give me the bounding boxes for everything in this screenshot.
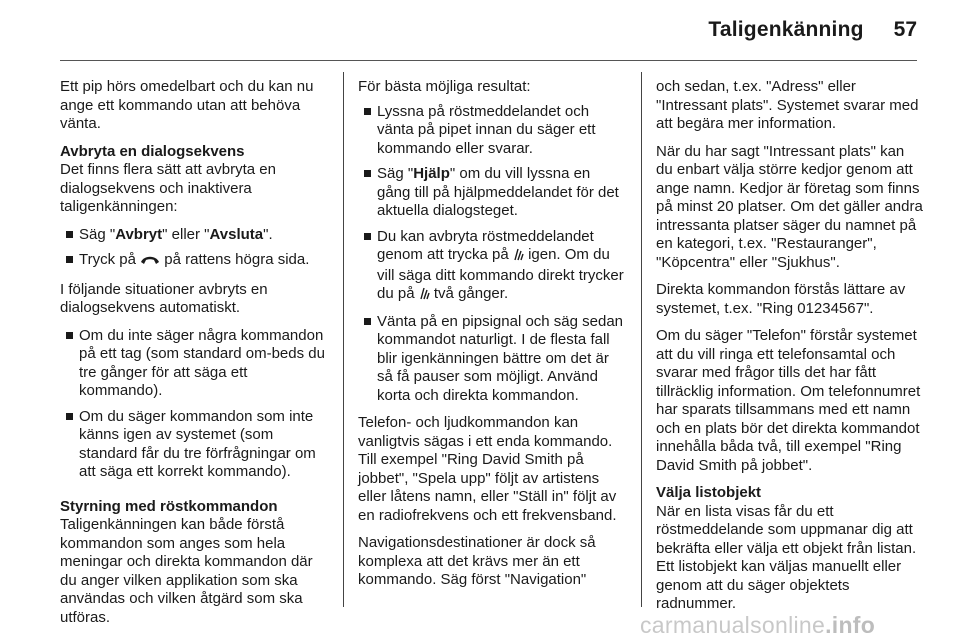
paragraph: När en lista visas får du ett röstmeddelande som uppmanar dig att bekräfta eller välja ett objekt från listan. Ett listobjekt kan väljas manuellt eller genom att du säger objektets radnummer. <box>656 502 917 612</box>
list-item: Tryck på på rattens högra sida. <box>60 251 328 272</box>
list-item: Säg "Hjälp" om du vill lyssna en gång till på hjälpmeddelandet för det aktuella dialogsteget. <box>358 165 626 221</box>
list-item: Vänta på en pipsignal och säg sedan kommandot naturligt. I de flesta fall blir igenkänningen bättre om det är så få pauser som möjligt. Använd korta och direkta kommandon. <box>358 313 626 406</box>
list-item: Om du säger kommandon som inte känns igen av systemet (som standard får du tre förfrågningar om att säga ett korrekt kommando). <box>60 408 328 482</box>
bullet-list <box>60 327 328 482</box>
paragraph: Telefon- och ljudkommandon kan vanligtvis sägas i ett enda kommando. Till exempel "Ring David Smith på jobbet", "Spela upp" följt av artistens eller låtens namn, eller "Ställ in" följt av en radiofrekvens och ett frekvensband. <box>358 414 617 524</box>
paragraph: Navigationsdestinationer är dock så komplexa att det krävs mer än ett kommando. Säg först "Navigation" <box>358 534 596 588</box>
hang-up-icon <box>140 253 160 272</box>
paragraph: Ett pip hörs omedelbart och du kan nu ange ett kommando utan att behöva vänta. <box>60 78 314 132</box>
section-heading-list-items: Välja listobjekt <box>656 484 762 501</box>
bullet-list <box>358 103 626 406</box>
paragraph: Om du säger "Telefon" förstår systemet att du vill ringa ett telefonsamtal och svarar med frågor tills det har fått tillräcklig information. Om telefonnumret har sparats tillsammans med ett namn och en plats bör det direkta kommandot innehålla båda två, till exempel "Ring David Smith på jobbet". <box>656 327 921 474</box>
page-header <box>60 18 917 48</box>
column-3 <box>656 78 924 623</box>
bullet-list <box>60 226 328 272</box>
voice-icon <box>513 247 524 267</box>
section-heading-cancel: Avbryta en dialogsekvens <box>60 142 245 160</box>
header-rule <box>60 60 917 61</box>
paragraph: Direkta kommandon förstås lättare av systemet, t.ex. "Ring 01234567". <box>656 281 906 317</box>
voice-icon <box>419 286 430 306</box>
list-item: Säg "Avbryt" eller "Avsluta". <box>60 226 328 245</box>
list-item: Om du inte säger några kommandon på ett tag (som standard om-beds du tre gånger för att säga ett kommando). <box>60 327 328 401</box>
column-2 <box>358 78 626 599</box>
list-item: Du kan avbryta röstmeddelandet genom att trycka på igen. Om du vill säga ditt kommando direkt trycker du på två gånger. <box>358 228 626 306</box>
paragraph: Det finns flera sätt att avbryta en dialogsekvens och inaktivera taligenkänningen: <box>60 161 276 215</box>
column-divider-2 <box>641 72 642 607</box>
paragraph: och sedan, t.ex. "Adress" eller "Intressant plats". Systemet svarar med att begära mer information. <box>656 78 919 132</box>
column-divider-1 <box>343 72 344 607</box>
paragraph: När du har sagt "Intressant plats" kan du enbart välja större kedjor genom att ange namn. Kedjor är företag som finns på minst 20 platser. Om det gäller andra intressanta platser säger du namnet på en kategori, t.ex. "Restauranger", "Köpcentra" eller "Sjukhus". <box>656 142 923 271</box>
page-number: 57 <box>893 18 917 41</box>
list-item: Lyssna på röstmeddelandet och vänta på pipet innan du säger ett kommando eller svarar. <box>358 103 626 159</box>
paragraph: I följande situationer avbryts en dialogsekvens automatiskt. <box>60 280 268 316</box>
section-heading-voice-control: Styrning med röstkommandon <box>60 497 278 515</box>
paragraph: För bästa möjliga resultat: <box>358 78 531 95</box>
column-1 <box>60 78 328 636</box>
paragraph: Taligenkänningen kan både förstå kommandon som anges som hela meningar och direkta kommandon där du anger vilken applikation som ska användas och vilken åtgärd som ska utföras. <box>60 516 313 626</box>
watermark: carmanualsonline.info <box>640 612 876 638</box>
page-title: Taligenkänning <box>708 18 864 41</box>
